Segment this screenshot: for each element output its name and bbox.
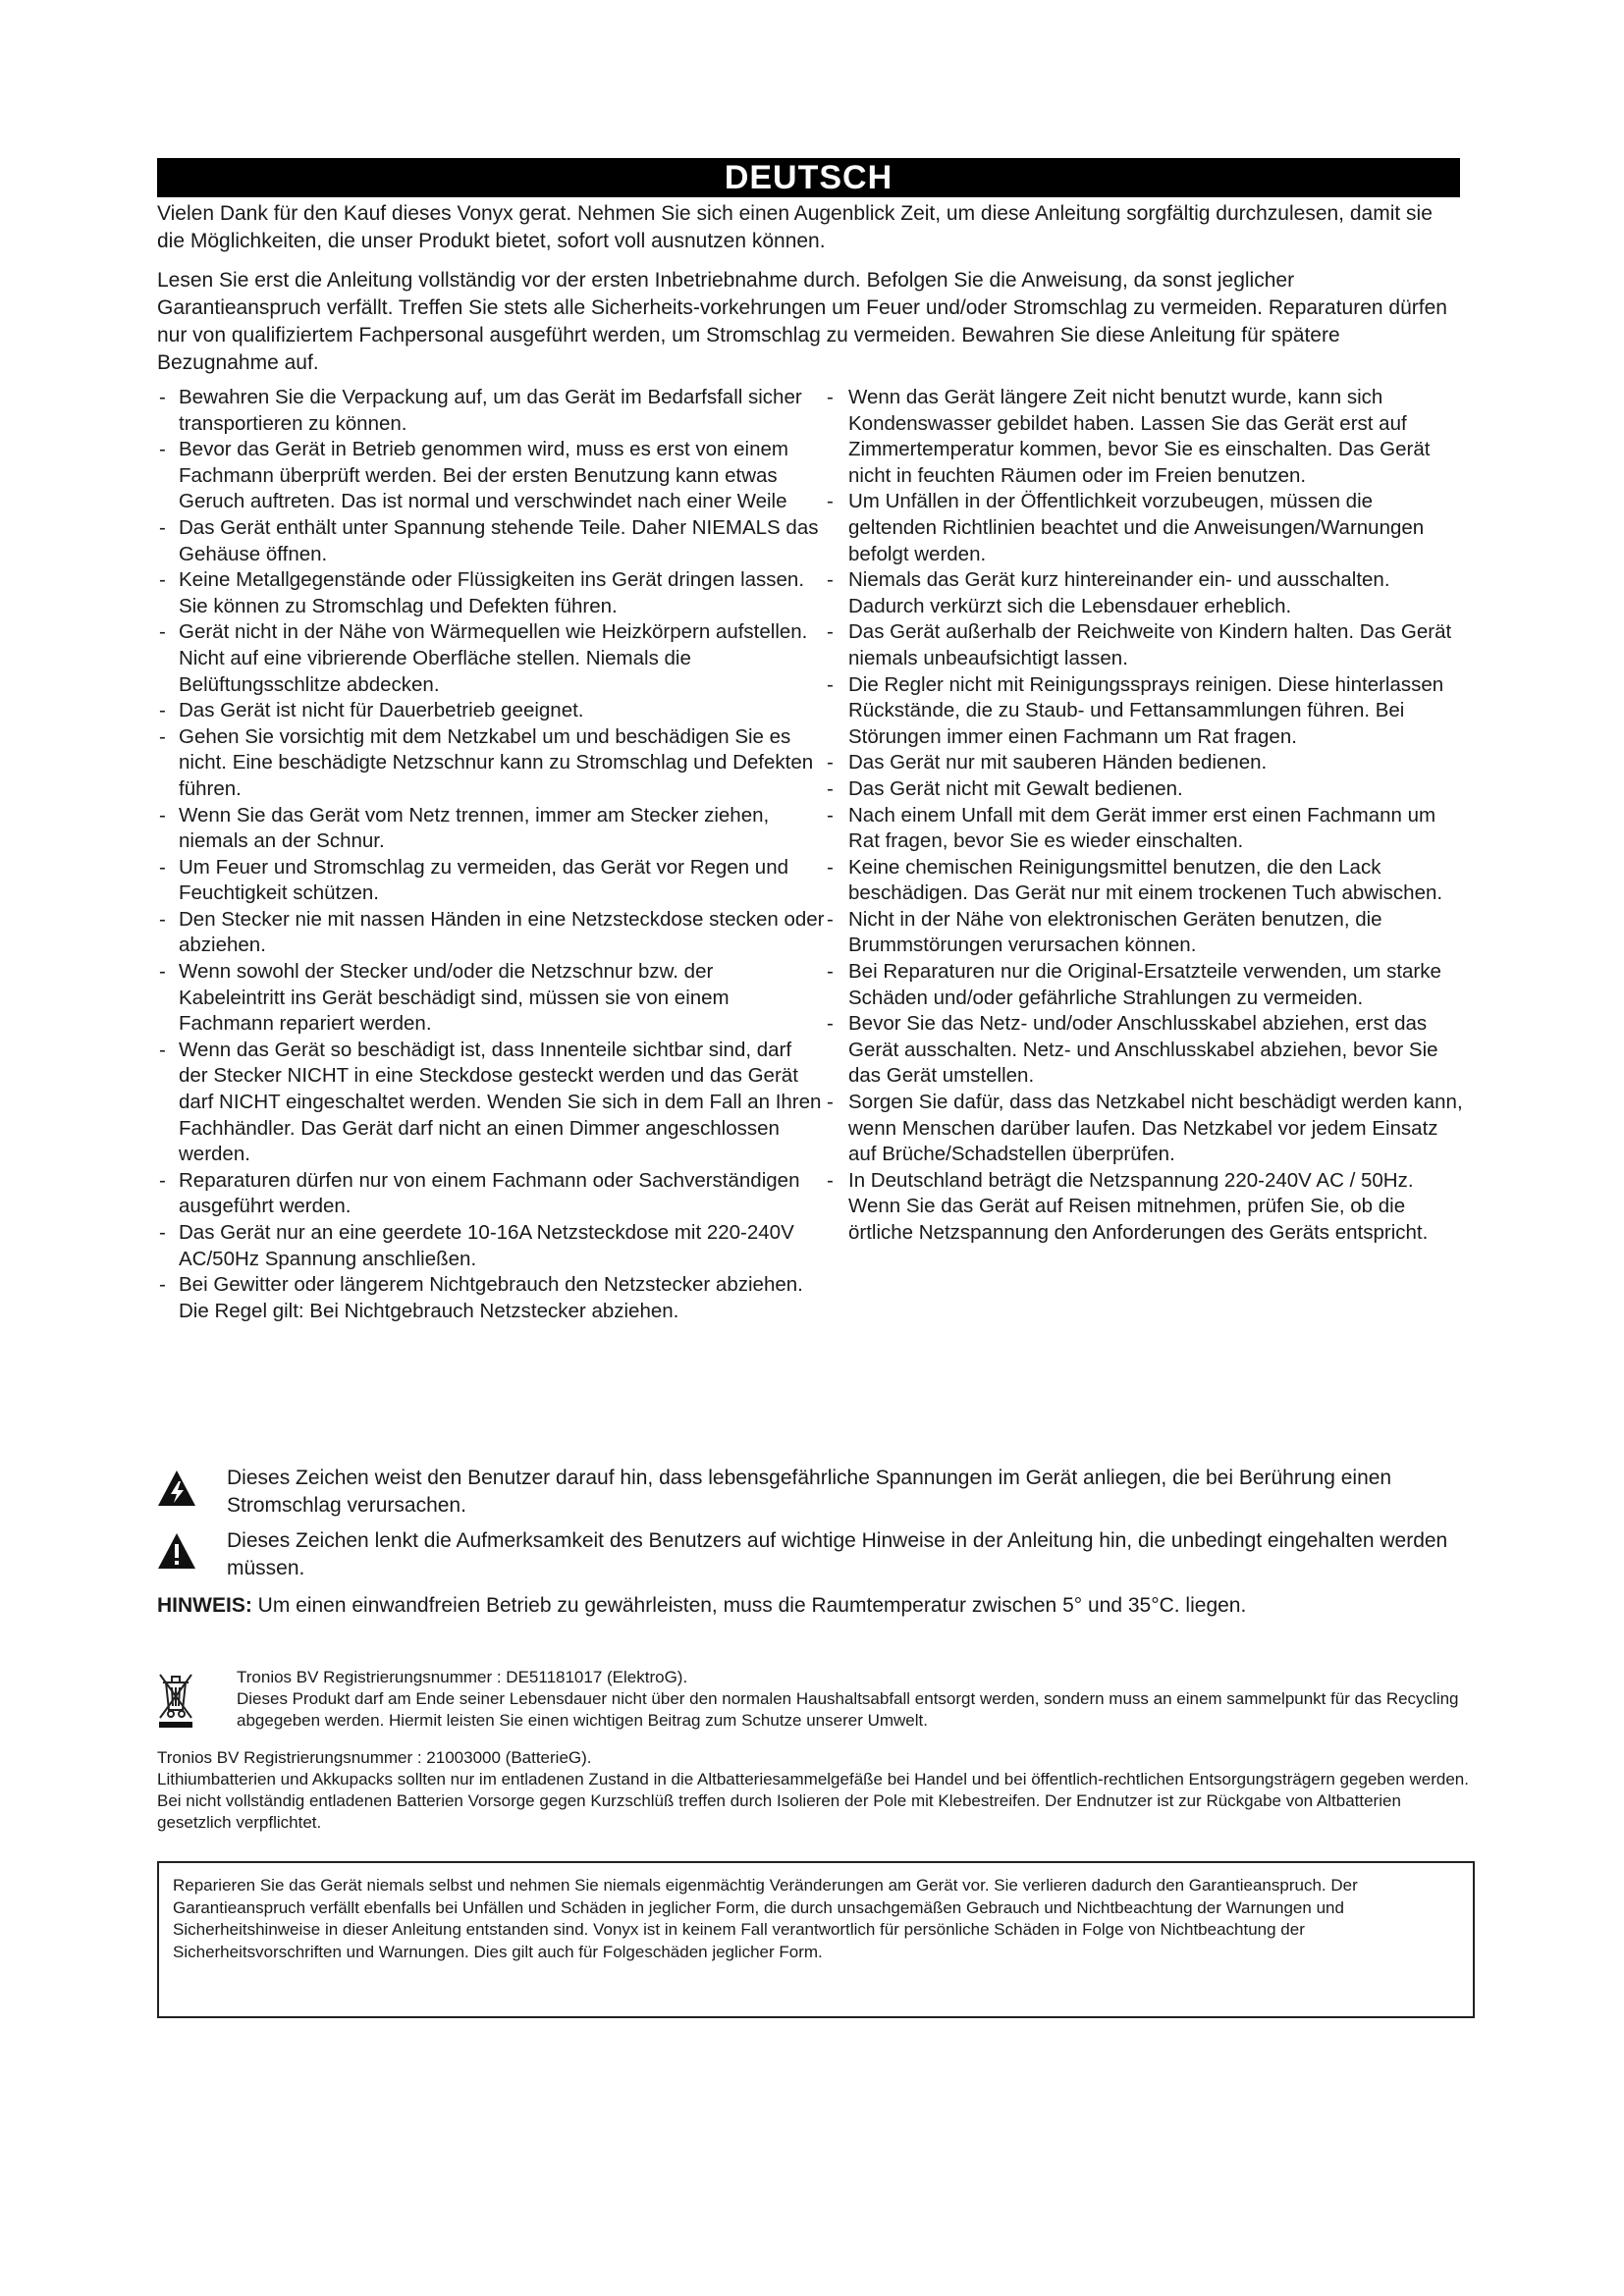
- weee-disposal-text: Dieses Produkt darf am Ende seiner Lebensdauer nicht über den normalen Haushaltsabfall entsorgt werden, sondern muss an einem sammelpunkt für das Recycling abgegeben werden. Hiermit leisten Sie einen wichtigen Beitrag zum Schutze unserer Umwelt.: [237, 1689, 1459, 1730]
- safety-item: - Das Gerät enthält unter Spannung stehende Teile. Daher NIEMALS das Gehäuse öffnen.: [159, 515, 819, 565]
- weee-registration: Tronios BV Registrierungsnummer : DE51181017 (ElektroG).: [237, 1668, 688, 1686]
- safety-item: - Reparaturen dürfen nur von einem Fachmann oder Sachverständigen ausgeführt werden.: [159, 1168, 800, 1218]
- safety-list-left: [157, 385, 825, 1324]
- safety-item: - Das Gerät nicht mit Gewalt bedienen.: [827, 776, 1183, 800]
- lightning-triangle-icon: [157, 1468, 196, 1508]
- safety-item: - Bewahren Sie die Verpackung auf, um das Gerät im Bedarfsfall sicher transportieren zu können.: [159, 386, 802, 435]
- safety-item: - Keine Metallgegenstände oder Flüssigkeiten ins Gerät dringen lassen. Sie können zu Stromschlag und Defekten führen.: [159, 568, 805, 617]
- safety-item: - Um Feuer und Stromschlag zu vermeiden, das Gerät vor Regen und Feuchtigkeit schützen.: [159, 855, 788, 905]
- safety-item: - Sorgen Sie dafür, dass das Netzkabel nicht beschädigt werden kann, wenn Menschen darüber laufen. Das Netzkabel vor jedem Einsatz auf Brüche/Schadstellen überprüfen.: [827, 1091, 1463, 1166]
- safety-item: - Wenn das Gerät so beschädigt ist, dass Innenteile sichtbar sind, darf der Stecker NICHT in eine Steckdose gesteckt werden und das Gerät darf NICHT eingeschaltet werden. Wenden Sie sich in dem Fall an Ihren Fachhändler. Das Gerät darf nicht an einen Dimmer angeschlossen werden.: [159, 1038, 822, 1166]
- safety-item: - Wenn sowohl der Stecker und/oder die Netzschnur bzw. der Kabeleintritt ins Gerät beschädigt sind, müssen sie von einem Fachmann repariert werden.: [159, 960, 730, 1036]
- battery-registration: Tronios BV Registrierungsnummer : 21003000 (BatterieG).: [157, 1748, 592, 1767]
- safety-item: - Niemals das Gerät kurz hintereinander ein- und ausschalten. Dadurch verkürzt sich die Lebensdauer erheblich.: [827, 568, 1390, 617]
- crossed-bin-icon: [157, 1671, 194, 1728]
- exclamation-triangle-icon: [157, 1531, 196, 1571]
- safety-item: - Das Gerät außerhalb der Reichweite von Kindern halten. Das Gerät niemals unbeaufsichtigt lassen.: [827, 620, 1452, 669]
- warranty-disclaimer-box: [157, 1861, 1475, 2018]
- safety-item: - In Deutschland beträgt die Netzspannung 220-240V AC / 50Hz. Wenn Sie das Gerät auf Reisen mitnehmen, prüfen Sie, ob die örtliche Netzspannung den Anforderungen des Geräts entspricht.: [827, 1168, 1429, 1244]
- safety-item: - Den Stecker nie mit nassen Händen in eine Netzsteckdose stecken oder abziehen.: [159, 907, 825, 957]
- intro-thanks-paragraph: Vielen Dank für den Kauf dieses Vonyx gerat. Nehmen Sie sich einen Augenblick Zeit, um diese Anleitung sorgfältig durchzulesen, damit sie die Möglichkeiten, die unser Produkt bietet, sofort voll ausnutzen können.: [157, 202, 1433, 252]
- safety-item: - Um Unfällen in der Öffentlichkeit vorzubeugen, müssen die geltenden Richtlinien beachtet und die Anweisungen/Warnungen befolgt werden.: [827, 490, 1425, 565]
- warranty-disclaimer-text: Reparieren Sie das Gerät niemals selbst und nehmen Sie niemals eigenmächtig Veränderungen am Gerät vor. Sie verlieren dadurch den Garantieanspruch. Der Garantieanspruch verfällt ebenfalls bei Unfällen und Schäden in jeglicher Form, die durch unsachgemäßen Gebrauch und Nichtbeachtung der Warnungen und Sicherheitshinweise in dieser Anleitung entstanden sind. Vonyx ist in keinem Fall verantwortlich für persönliche Schäden in Folge von Nichtbeachtung der Sicherheitsvorschriften und Warnungen. Dies gilt auch für Folgeschäden jeglicher Form.: [173, 1876, 1358, 1961]
- note-text: Um einen einwandfreien Betrieb zu gewährleisten, muss die Raumtemperatur zwischen 5° und 35°C. liegen.: [251, 1594, 1247, 1617]
- safety-item: - Gehen Sie vorsichtig mit dem Netzkabel um und beschädigen Sie es nicht. Eine beschädigte Netzschnur kann zu Stromschlag und Defekten führen.: [159, 724, 814, 800]
- safety-item: - Nicht in der Nähe von elektronischen Geräten benutzen, die Brummstörungen verursachen können.: [827, 907, 1382, 957]
- safety-item: - Gerät nicht in der Nähe von Wärmequellen wie Heizkörpern aufstellen. Nicht auf eine vibrierende Oberfläche stellen. Niemals die Belüftungsschlitze abdecken.: [159, 620, 808, 696]
- safety-item: - Das Gerät ist nicht für Dauerbetrieb geeignet.: [159, 699, 584, 722]
- safety-item: - Wenn das Gerät längere Zeit nicht benutzt wurde, kann sich Kondenswasser gebildet haben. Lassen Sie das Gerät erst auf Zimmertemperatur kommen, bevor Sie es einschalten. Das Gerät nicht in feuchten Räumen oder im Freien benutzen.: [827, 386, 1431, 487]
- safety-list-right: [825, 385, 1463, 1247]
- safety-item: - Nach einem Unfall mit dem Gerät immer erst einen Fachmann um Rat fragen, bevor Sie es wieder einschalten.: [827, 803, 1436, 853]
- note-label: HINWEIS:: [157, 1594, 252, 1617]
- safety-item: - Bei Gewitter oder längerem Nichtgebrauch den Netzstecker abziehen. Die Regel gilt: Bei Nichtgebrauch Netzstecker abziehen.: [159, 1273, 803, 1322]
- temperature-note: [157, 1592, 1463, 1620]
- shock-warning-text: Dieses Zeichen weist den Benutzer darauf hin, dass lebensgefährliche Spannungen im Gerät anliegen, die bei Berührung einen Stromschlag verursachen.: [227, 1467, 1392, 1517]
- safety-item: - Das Gerät nur mit sauberen Händen bedienen.: [827, 751, 1268, 774]
- attention-warning-text: Dieses Zeichen lenkt die Aufmerksamkeit des Benutzers auf wichtige Hinweise in der Anleitung hin, die unbedingt eingehalten werden müssen.: [227, 1529, 1448, 1579]
- battery-disposal-text: Lithiumbatterien und Akkupacks sollten nur im entladenen Zustand in die Altbatteriesammelgefäße bei Handel und bei öffentlich-rechtlichen Entsorgungsträgern gegeben werden. Bei nicht vollständig entladenen Batterien Vorsorge gegen Kurzschlüß treffen durch Isolieren der Pole mit Klebestreifen. Der Endnutzer ist zur Rückgabe von Altbatterien gesetzlich verpflichtet.: [157, 1770, 1469, 1832]
- safety-item: - Die Regler nicht mit Reinigungssprays reinigen. Diese hinterlassen Rückstände, die zu Staub- und Fettansammlungen führen. Bei Störungen immer einen Fachmann um Rat fragen.: [827, 672, 1444, 748]
- safety-item: - Wenn Sie das Gerät vom Netz trennen, immer am Stecker ziehen, niemals an der Schnur.: [159, 803, 770, 853]
- weee-text-block: [237, 1667, 1474, 1732]
- battery-disposal-block: [157, 1747, 1473, 1834]
- safety-item: - Bevor Sie das Netz- und/oder Anschlusskabel abziehen, erst das Gerät ausschalten. Netz- und Anschlusskabel abziehen, bevor Sie das Gerät umstellen.: [827, 1012, 1438, 1088]
- intro-read-first-paragraph: Lesen Sie erst die Anleitung vollständig vor der ersten Inbetriebnahme durch. Befolgen Sie die Anweisung, da sonst jeglicher Garantieanspruch verfällt. Treffen Sie stets alle Sicherheits-vorkehrungen um Feuer und/oder Stromschlag zu vermeiden. Reparaturen dürfen nur von qualifiziertem Fachpersonal ausgeführt werden, um Stromschlag zu vermeiden. Bewahren Sie diese Anleitung für spätere Bezugnahme auf.: [157, 269, 1447, 374]
- language-heading: DEUTSCH: [157, 158, 1460, 197]
- safety-item: - Keine chemischen Reinigungsmittel benutzen, die den Lack beschädigen. Das Gerät nur mit einem trockenen Tuch abwischen.: [827, 855, 1443, 905]
- safety-item: - Bei Reparaturen nur die Original-Ersatzteile verwenden, um starke Schäden und/oder gefährliche Strahlungen zu vermeiden.: [827, 960, 1441, 1009]
- safety-item: - Das Gerät nur an eine geerdete 10-16A Netzsteckdose mit 220-240V AC/50Hz Spannung anschließen.: [159, 1221, 794, 1270]
- safety-item: - Bevor das Gerät in Betrieb genommen wird, muss es erst von einem Fachmann überprüft werden. Bei der ersten Benutzung kann etwas Geruch auftreten. Das ist normal und verschwindet nach einer Weile: [159, 438, 788, 513]
